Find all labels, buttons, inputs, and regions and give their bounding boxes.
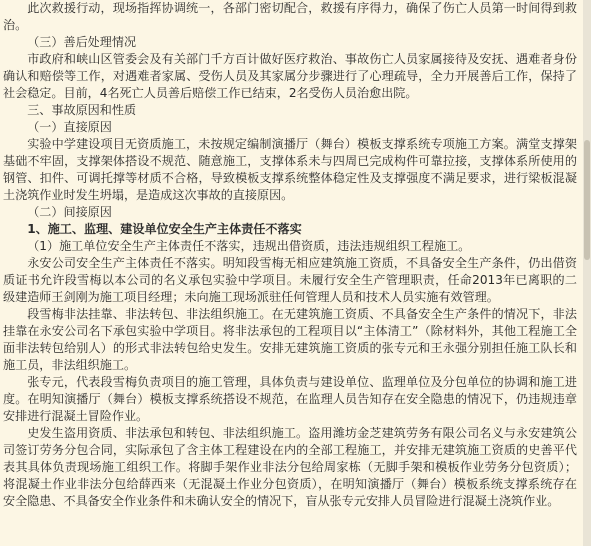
heading-responsibility: 1、施工、监理、建设单位安全生产主体责任不落实 [27,222,302,236]
paragraph-contractor-responsibility: （1）施工单位安全生产主体责任不落实，违规出借资质，违法违规组织工程施工。 [27,239,471,253]
heading-cause-nature: 三、事故原因和性质 [27,103,137,117]
scrollbar-thumb[interactable] [584,140,590,260]
heading-aftermath: （三）善后处理情况 [27,35,137,49]
paragraph-shi-fasheng: 史发生盗用资质、非法承包和转包、非法组织施工。盗用潍坊金芝建筑劳务有限公司名义与永安建筑公司签订劳务分包合同，实际承包了含主体工程建设在内的全部工程施工，并安排无建筑施工资质的史善平代表其具体负责现场施工组织工作。将脚手架作业非法分包给周家栋（无脚手架和模板作业劳务分包资质）；将混凝土作业非法分包给薛西来（无混凝土作业分包资质），在明知演播厅（舞台）模板系统支撑系统存在安全隐患、不具备安全作业条件和未确认安全的情况下，盲从张专元安排人员冒险进行混凝土浇筑作业。 [3,426,577,508]
heading-direct-cause: （一）直接原因 [27,120,112,134]
heading-indirect-cause: （二）间接原因 [27,205,112,219]
vertical-scrollbar[interactable] [583,0,591,546]
paragraph-zhang-zhuanyuan: 张专元，代表段雪梅负责项目的施工管理，具体负责与建设单位、监理单位及分包单位的协调和施工进度。在明知演播厅（舞台）模板支撑系统搭设不规范，在监理人员告知存在安全隐患的情况下，仍违规违章安排进行混凝土冒险作业。 [3,375,577,423]
paragraph-aftermath: 市政府和峡山区管委会及有关部门千方百计做好医疗救治、事故伤亡人员家属接待及安抚、遇难者身份确认和赔偿等工作，对遇难者家属、受伤人员及其家属分步骤进行了心理疏导，全力开展善后工作，保持了社会稳定。目前，4名死亡人员善后赔偿工作已结束，2名受伤人员治愈出院。 [3,52,577,100]
paragraph-rescue-summary: 此次救援行动，现场指挥协调统一，各部门密切配合，救援有序得力，确保了伤亡人员第一时间得到救治。 [3,1,577,32]
paragraph-duan-xuemei: 段雪梅非法挂靠、非法转包、非法组织施工。在无建筑施工资质、不具备安全生产条件的情况下，非法挂靠在永安公司名下承包实验中学项目。将非法承包的工程项目以“主体清工”（除材料外，其他工程施工全面非法转包给别人）的形式非法转包给史发生。安排无建筑施工资质的张专元和王永强分别担任施工队长和施工员，非法组织施工。 [3,307,577,372]
paragraph-yongan-company: 永安公司安全生产主体责任不落实。明知段雪梅无相应建筑施工资质，不具备安全生产条件，仍出借资质证书允许段雪梅以本公司的名义承包实验中学项目。未履行安全生产管理职责，任命2013年已离职的二级建造师王剑刚为施工项目经理；未向施工现场派驻任何管理人员和技术人员实施有效管理。 [3,256,577,304]
paragraph-direct-cause: 实验中学建设项目无资质施工，未按规定编制演播厅（舞台）模板支撑系统专项施工方案。满堂支撑架基础不牢固，支撑架体搭设不规范、随意施工，支撑体系未与四周已完成构件可靠拉接，支撑体系所使用的钢管、扣件、可调托撑等材质不合格，导致模板支撑系统整体稳定性及支撑强度不满足要求，进行梁板混凝土浇筑作业时发生坍塌，是造成这次事故的直接原因。 [3,137,577,202]
